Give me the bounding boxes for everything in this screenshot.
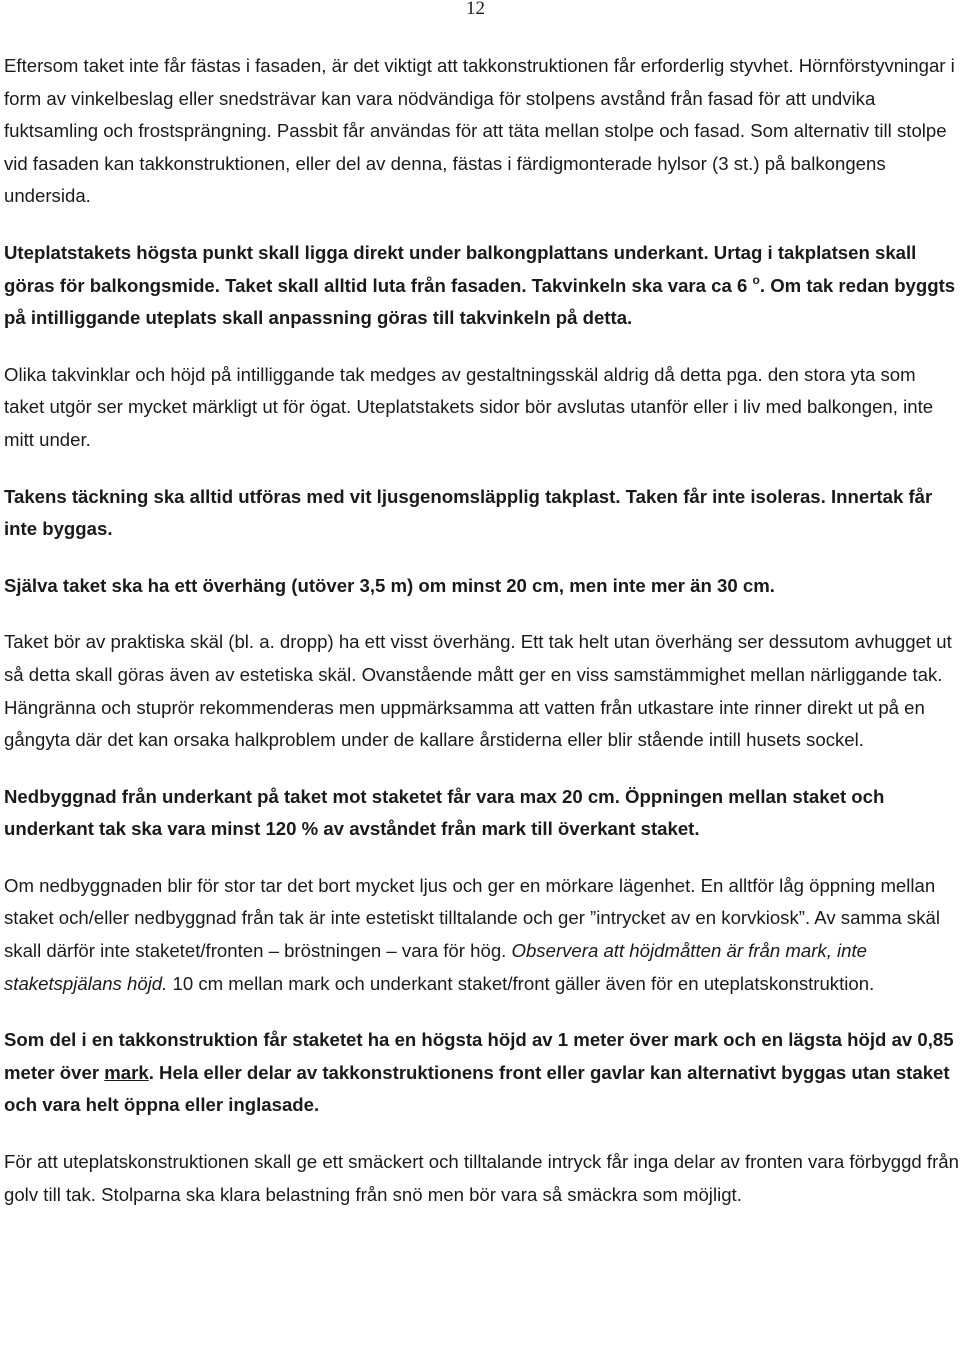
page-number: 12	[466, 0, 485, 19]
paragraph-fence-height-part-a: Som del i en takkonstruktion får staketet ha en högsta höjd av 1 meter över mark och en lägsta höjd av 0,85 meter över	[4, 1029, 954, 1083]
paragraph-lowering-rule: Nedbyggnad från underkant på taket mot staketet får vara max 20 cm. Öppningen mellan staket och underkant tak ska vara minst 120 % av avståndet från mark till överkant staket.	[4, 785, 885, 840]
paragraph-slender-construction: För att uteplatskonstruktionen skall ge ett smäckert och tilltalande intryck får inga delar av fronten vara förbyggd från golv till tak. Stolparna ska klara belastning från snö men bör vara så smäckra som möjligt.	[4, 1151, 959, 1205]
paragraph-roof-height-part-b: . Om tak redan byggts på intilliggande uteplats skall anpassning göras till takvinkeln på detta.	[4, 274, 956, 329]
paragraph-roof-height-part-a: Uteplatstakets högsta punkt skall ligga direkt under balkongplattans underkant. Urtag i takplatsen skall göras för balkongsmide. Taket skall alltid luta från fasaden. Takvinkeln ska vara ca 6	[4, 241, 917, 296]
document-body	[4, 50, 960, 1235]
paragraph-fence-height	[4, 1024, 960, 1122]
paragraph-roof-covering: Takens täckning ska alltid utföras med vit ljusgenomsläpplig takplast. Taken får inte isoleras. Innertak får inte byggas.	[4, 485, 933, 540]
paragraph-overhang-rule: Själva taket ska ha ett överhäng (utöver 3,5 m) om minst 20 cm, men inte mer än 30 cm.	[4, 574, 775, 596]
paragraph-roof-height	[4, 237, 960, 335]
paragraph-overhang-reason: Taket bör av praktiska skäl (bl. a. dropp) ha ett visst överhäng. Ett tak helt utan överhäng ser dessutom avhugget ut så detta skall göras även av estetiska skäl. Ovanstående mått ger en viss samstämmighet mellan närliggande tak. Hängränna och stuprör rekommenderas men uppmärksamma att vatten från utkastare inte rinner direkt ut på en gångyta där det kan orsaka halkproblem under de kallare årstiderna eller blir stående intill husets sockel.	[4, 631, 952, 751]
paragraph-lowering-reason-part-b: 10 cm mellan mark och underkant staket/front gäller även för en uteplatskonstruktion.	[167, 972, 875, 994]
paragraph-lowering-reason-part-a: Om nedbyggnaden blir för stor tar det bort mycket ljus och ger en mörkare lägenhet. En alltför låg öppning mellan staket och/eller nedbyggnad från tak är inte estetiskt tilltalande och ger ”intrycket av en korvkiosk”. Av samma skäl skall därför inte staketet/fronten – bröstningen – vara för hög.	[4, 874, 940, 962]
paragraph-fence-height-part-b: . Hela eller delar av takkonstruktionens front eller gavlar kan alternativt byggas utan staket och vara helt öppna eller inglasade.	[4, 1061, 950, 1116]
paragraph-fence-height-underline: mark	[104, 1061, 149, 1083]
paragraph-fastening-part-b: Som alternativ till stolpe vid fasaden kan takkonstruktionen, eller del av denna, fästas i färdigmonterade hylsor (3 st.) på balkongens undersida.	[4, 120, 947, 207]
paragraph-fastening	[4, 50, 960, 213]
paragraph-lowering-reason	[4, 870, 960, 1000]
paragraph-fastening-part-a: Eftersom taket inte får fästas i fasaden, är det viktigt att takkonstruktionen får erforderlig styvhet. Hörnförstyvningar i form av vinkelbeslag eller snedsträvar kan vara nödvändiga för stolpens avstånd från fasad för att undvika fuktsamling och frostsprängning. Passbit får användas för att täta mellan stolpe och fasad.	[4, 55, 955, 142]
paragraph-lowering-reason-italic: Observera att höjdmåtten är från mark, inte staketspjälans höjd.	[4, 940, 868, 994]
degree-symbol: o	[752, 272, 760, 287]
paragraph-roof-angles: Olika takvinklar och höjd på intilliggande tak medges av gestaltningsskäl aldrig då detta pga. den stora yta som taket utgör ser mycket märkligt ut för ögat. Uteplatstakets sidor bör avslutas utanför eller i liv med balkongen, inte mitt under.	[4, 363, 934, 450]
